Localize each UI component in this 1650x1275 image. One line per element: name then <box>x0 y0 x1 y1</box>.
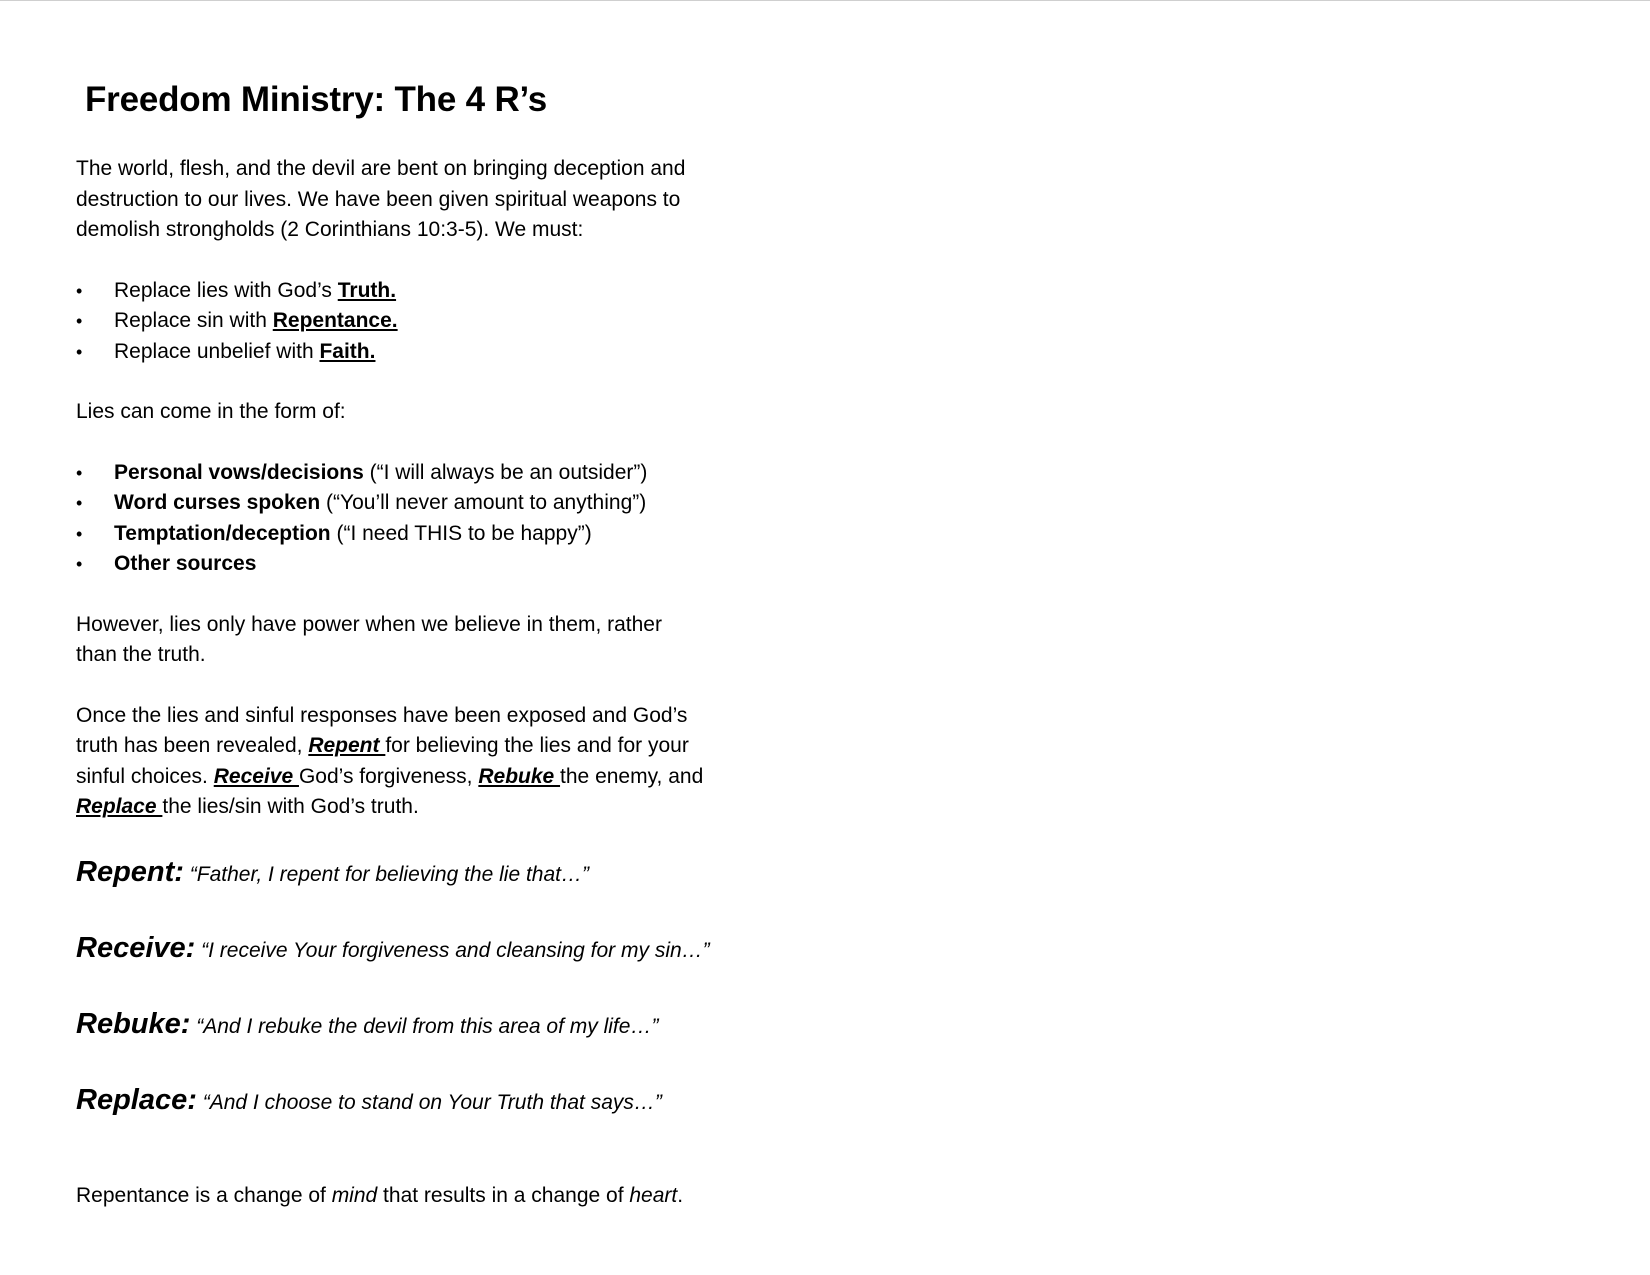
list-item: • Replace unbelief with Faith. <box>76 337 776 368</box>
list-item: • Temptation/deception (“I need THIS to be happy”) <box>76 519 776 550</box>
bullet-icon: • <box>76 554 83 574</box>
bullet-icon: • <box>76 341 83 362</box>
document-page <box>76 72 776 1211</box>
however-paragraph: However, lies only have power when we believe in them, rather than the truth. <box>76 612 662 666</box>
keyword-replace: Replace <box>76 795 163 818</box>
keyword-truth: Truth. <box>337 278 397 302</box>
lies-list <box>76 458 776 580</box>
replace-list <box>76 276 776 368</box>
list-item: • Replace sin with Repentance. <box>76 306 776 337</box>
bullet-icon: • <box>76 493 83 513</box>
r-line-receive: Receive: “I receive Your forgiveness and cleansing for my sin…” <box>76 931 710 964</box>
r-line-repent: Repent: “Father, I repent for believing the lie that…” <box>76 855 589 888</box>
bullet-icon: • <box>76 280 83 301</box>
r-line-replace: Replace: “And I choose to stand on Your Truth that says…” <box>76 1083 662 1116</box>
intro-line: demolish strongholds (2 Corinthians 10:3-5). We must: <box>76 218 584 241</box>
intro-line: destruction to our lives. We have been given spiritual weapons to <box>76 187 681 211</box>
keyword-repentance: Repentance. <box>272 309 398 332</box>
closing-statement: Repentance is a change of mind that results in a change of heart. <box>76 1183 684 1207</box>
r-line-rebuke: Rebuke: “And I rebuke the devil from this area of my life…” <box>76 1007 659 1040</box>
lies-intro: Lies can come in the form of: <box>76 400 346 423</box>
bullet-icon: • <box>76 462 83 483</box>
keyword-receive: Receive <box>213 764 299 788</box>
list-item: • Other sources <box>76 549 776 580</box>
keyword-faith: Faith. <box>319 339 376 363</box>
intro-line: The world, flesh, and the devil are bent on bringing deception and <box>76 157 686 180</box>
keyword-repent: Repent <box>308 734 386 757</box>
page-top-border <box>0 0 1650 1</box>
bullet-icon: • <box>76 523 83 544</box>
keyword-rebuke: Rebuke <box>478 764 561 788</box>
intro-paragraph <box>76 154 776 246</box>
list-item: • Word curses spoken (“You’ll never amount to anything”) <box>76 488 776 519</box>
list-item: • Replace lies with God’s Truth. <box>76 276 776 307</box>
document-title: Freedom Ministry: The 4 R’s <box>85 80 548 119</box>
list-item: • Personal vows/decisions (“I will always be an outsider”) <box>76 458 776 489</box>
once-paragraph: Once the lies and sinful responses have been exposed and God’s truth has been revealed, Repent for believing the lies and for your sinful choices. Receive God’s forgiveness, Rebuke the enemy, and Replace the lies/sin with God’s truth. <box>76 703 704 818</box>
bullet-icon: • <box>76 311 83 331</box>
